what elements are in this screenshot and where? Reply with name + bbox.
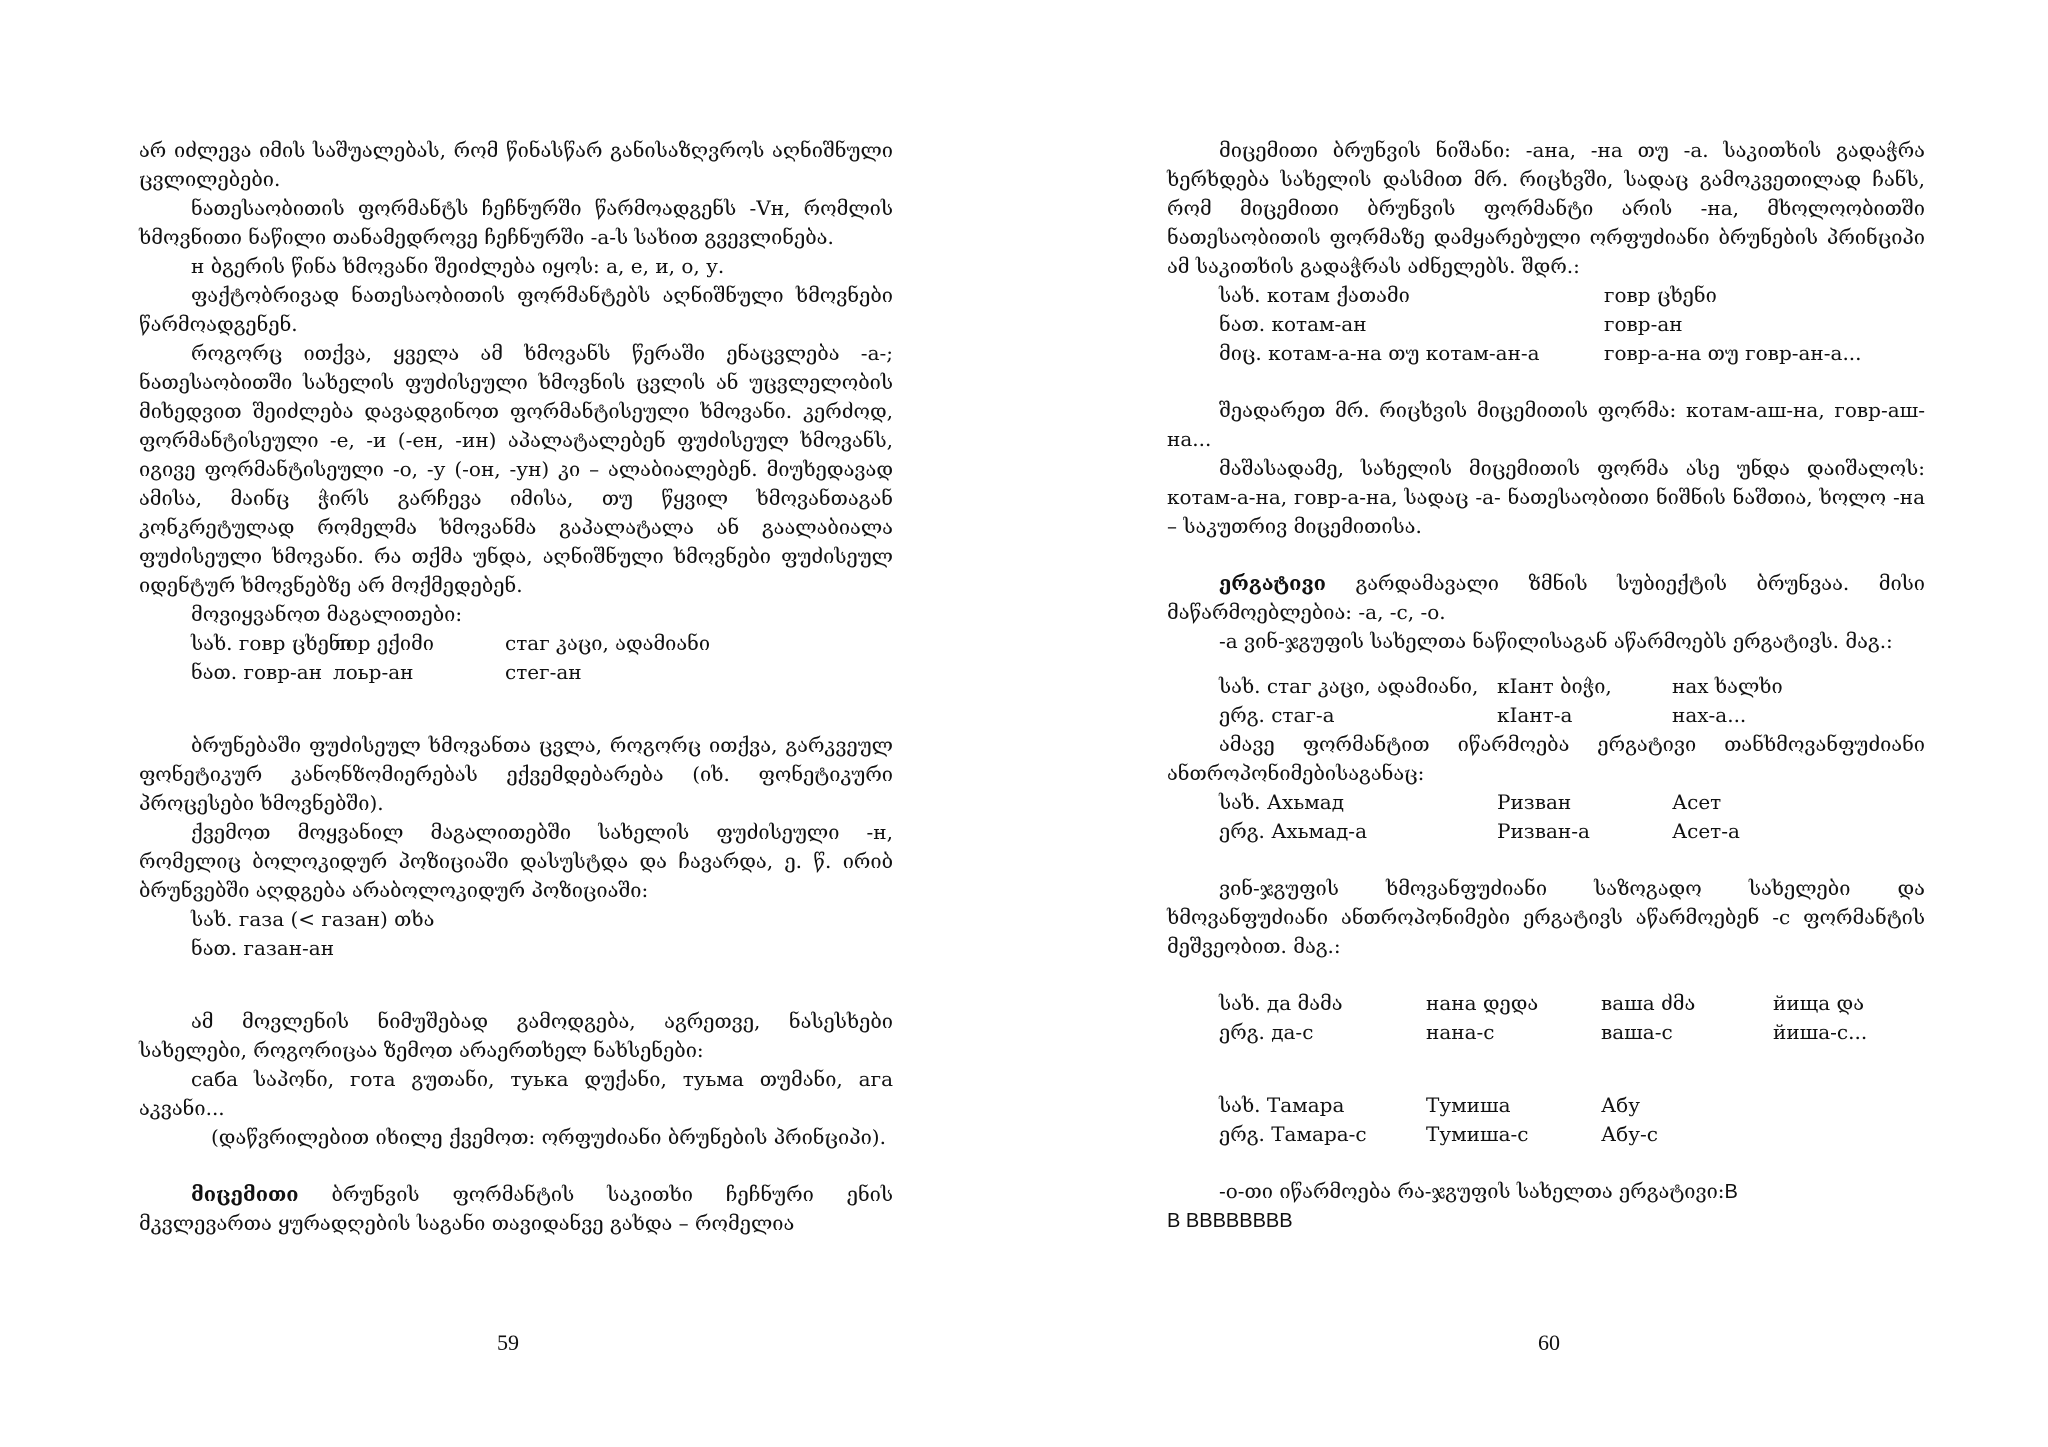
paragraph: ამ მოვლენის ნიმუშებად გამოდგება, აგრეთვე, ნასესხები სახელები, როგორიცაა ზემოთ არაერთხელ ნახსენები: bbox=[139, 1009, 893, 1062]
example-row bbox=[1167, 1091, 1925, 1120]
example-cell: лор ექიმი bbox=[333, 631, 434, 655]
example-cell: სახ. Ахьмад bbox=[1219, 790, 1345, 814]
example-cell: სახ. котам ქათამი bbox=[1219, 283, 1410, 307]
example-cell: кIант ბიჭი, bbox=[1497, 674, 1612, 698]
right-text-column bbox=[1167, 136, 1925, 1236]
example-cell: ერგ. да-с bbox=[1219, 1020, 1314, 1044]
example-cell: სახ. Тамара bbox=[1219, 1093, 1345, 1117]
example-cell: ერგ. стаг-а bbox=[1219, 703, 1335, 727]
example-cell: Тумиша bbox=[1426, 1093, 1511, 1117]
example-cell: стег-ан bbox=[505, 660, 582, 684]
example-cell: Тумиша-с bbox=[1426, 1122, 1529, 1146]
example-cell: говр-а-на თუ говр-ан-а... bbox=[1604, 341, 1862, 365]
paragraph: ბრუნებაში ფუძისეულ ხმოვანთა ცვლა, როგორც ითქვა, გარკვეულ ფონეტიკურ კანონზომიერებას ექვემდებარება (იხ. ფონეტიკური პროცესები ხმოვნებში). bbox=[139, 733, 893, 815]
example-row bbox=[139, 905, 893, 934]
paragraph: ქვემოთ მოყვანილ მაგალითებში სახელის ფუძისეული -н, რომელიც ბოლოკიდურ პოზიციაში დასუსტდა და ჩავარდა, ე. წ. ირიბ ბრუნვებში აღდგება არაბოლოკიდურ პოზიციაში: bbox=[139, 820, 893, 902]
example-cell: лоьр-ан bbox=[333, 660, 414, 684]
example-cell: Ризван-а bbox=[1497, 819, 1590, 843]
example-cell: ერგ. Тамара-с bbox=[1219, 1122, 1367, 1146]
example-cell: სახ. говр ცხენი bbox=[191, 631, 352, 655]
example-row bbox=[1167, 1018, 1925, 1047]
paragraph: ვინ-ჯგუფის ხმოვანფუძიანი საზოგადო სახელები და ხმოვანფუძიანი ანთროპონიმები ერგატივს აწარმოებენ -с ფორმანტის მეშვეობით. მაგ.: bbox=[1167, 876, 1925, 958]
paragraph: ფაქტობრივად ნათესაობითის ფორმანტებს აღნიშნული ხმოვნები წარმოადგენენ. bbox=[139, 283, 893, 336]
example-row bbox=[139, 658, 893, 687]
page-number: 59 bbox=[497, 1330, 519, 1355]
example-cell: нана-с bbox=[1426, 1020, 1495, 1044]
example-row bbox=[1167, 339, 1925, 368]
example-row bbox=[1167, 989, 1925, 1018]
ergative-o-text: -о-თი იწარმოება რა-ჯგუფის სახელთა ერგატივი: bbox=[1219, 1179, 1725, 1203]
paragraph: ამავე ფორმანტით იწარმოება ერგატივი თანხმოვანფუძიანი ანთროპონიმებისაგანაც: bbox=[1167, 732, 1925, 785]
garbled-glyph: В bbox=[1724, 1181, 1738, 1203]
example-cell: стаг კაცი, ადამიანი bbox=[505, 631, 711, 655]
right-page bbox=[1024, 0, 2048, 1447]
page-number: 60 bbox=[1538, 1330, 1560, 1355]
example-cell: ნათ. котам-ан bbox=[1219, 312, 1367, 336]
example-cell: სახ. газа (< газан) თხა bbox=[191, 907, 435, 931]
example-cell: говр-ан bbox=[1604, 312, 1683, 336]
example-cell: მიც. котам-а-на თუ котам-ан-а bbox=[1219, 341, 1540, 365]
example-cell: Абу bbox=[1601, 1093, 1640, 1117]
example-cell: Ризван bbox=[1497, 790, 1572, 814]
example-row bbox=[1167, 817, 1925, 846]
paragraph: არ იძლევა იმის საშუალებას, რომ წინასწარ განისაზღვროს აღნიშნული ცვლილებები. bbox=[139, 138, 893, 191]
example-row bbox=[139, 934, 893, 963]
left-text-column bbox=[139, 136, 893, 1238]
example-cell: кIант-а bbox=[1497, 703, 1573, 727]
paragraph: მოვიყვანოთ მაგალითები: bbox=[191, 602, 463, 626]
example-row bbox=[1167, 1120, 1925, 1149]
example-cell: სახ. да მამა bbox=[1219, 991, 1343, 1015]
example-cell: Асет-а bbox=[1672, 819, 1740, 843]
example-row bbox=[1167, 310, 1925, 339]
example-row bbox=[1167, 788, 1925, 817]
example-cell: Абу-с bbox=[1601, 1122, 1658, 1146]
example-cell: нах ხალხი bbox=[1672, 674, 1783, 698]
example-cell: нах-а... bbox=[1672, 703, 1747, 727]
example-row bbox=[1167, 281, 1925, 310]
example-cell: нана დედა bbox=[1426, 991, 1539, 1015]
paragraph: ნათესაობითის ფორმანტს ჩეჩნურში წარმოადგენს -Vн, რომლის ხმოვნითი ნაწილი თანამედროვე ჩეჩნურში -а-ს სახით გვევლინება. bbox=[139, 196, 893, 249]
example-cell: йиша-с... bbox=[1773, 1020, 1868, 1044]
example-cell: სახ. стаг კაცი, ადამიანი, bbox=[1219, 674, 1479, 698]
paragraph: саба საპონი, гота გუთანი, туька დუქანი, туьма თუმანი, ага აკვანი... bbox=[139, 1067, 893, 1120]
example-cell: Асет bbox=[1672, 790, 1722, 814]
paragraph bbox=[139, 1180, 893, 1238]
example-cell: ნათ. газан-ан bbox=[191, 936, 335, 960]
ergative-text: გარდამავალი ზმნის სუბიექტის ბრუნვაა. მისი მაწარმოებლებია: -а, -с, -о. bbox=[1167, 571, 1925, 624]
paragraph bbox=[1167, 1177, 1925, 1207]
example-row bbox=[139, 629, 893, 658]
example-cell: йища და bbox=[1773, 991, 1865, 1015]
example-cell: ნათ. говр-ан bbox=[191, 660, 323, 684]
paragraph: შეადარეთ მრ. რიცხვის მიცემითის ფორმა: котам-аш-на, говр-аш-на... bbox=[1167, 398, 1925, 451]
dative-heading: მიცემითი bbox=[191, 1182, 299, 1206]
garbled-line: В ВВВВВВВВ bbox=[1167, 1210, 1293, 1232]
paragraph: მიცემითი ბრუნვის ნიშანი: -ана, -на თუ -а. საკითხის გადაჭრა ხერხდება სახელის დასმით მრ. რიცხვში, სადაც გამოკვეთილად ჩანს, რომ მიცემითი ბრუნვის ფორმანტი არის -на, მხოლოობითში ნათესაობითის ფორმაზე დამყარებული ორფუძიანი ბრუნების პრინციპი ამ საკითხის გადაჭრას აძნელებს. შდრ.: bbox=[1167, 138, 1925, 278]
example-cell: ერგ. Ахьмад-а bbox=[1219, 819, 1367, 843]
paragraph: -а ვინ-ჯგუფის სახელთა ნაწილისაგან აწარმოებს ერგატივს. მაგ.: bbox=[1219, 629, 1893, 653]
paragraph bbox=[1167, 569, 1925, 627]
paragraph: როგორც ითქვა, ყველა ამ ხმოვანს წერაში ენაცვლება -а-; ნათესაობითში სახელის ფუძისეული ხმოვნის ცვლის ან უცვლელობის მიხედვით შეიძლება დავადგინოთ ფორმანტისეული ხმოვანი. კერძოდ, ფორმანტისეული -е, -и (-ен, -ин) აპალატალებენ ფუძისეულ ხმოვანს, იგივე ფორმანტისეული -о, -у (-он, -ун) კი – ალაბიალებენ. მიუხედავად ამისა, მაინც ჭირს გარჩევა იმისა, თუ წყვილ ხმოვანთაგან კონკრეტულად რომელმა ხმოვანმა გაპალატალა ან გაალაბიალა ფუძისეული ხმოვანი. რა თქმა უნდა, აღნიშნული ხმოვნები ფუძისეულ იდენტურ ხმოვნებზე არ მოქმედებენ. bbox=[139, 341, 893, 597]
dative-text: ბრუნვის ფორმანტის საკითხი ჩეჩნური ენის მკვლევართა ყურადღების საგანი თავიდანვე გახდა – რომელია bbox=[139, 1182, 893, 1235]
example-row bbox=[1167, 701, 1925, 730]
ergative-heading: ერგატივი bbox=[1219, 571, 1326, 595]
example-row bbox=[1167, 672, 1925, 701]
example-cell: ваша ძმა bbox=[1601, 991, 1696, 1015]
example-cell: ваша-с bbox=[1601, 1020, 1673, 1044]
paragraph: მაშასადამე, სახელის მიცემითის ფორმა ასე უნდა დაიშალოს: котам-а-на, говр-а-на, სადაც -а- ნათესაობითი ნიშნის ნაშთია, ხოლო -на – საკუთრივ მიცემითისა. bbox=[1167, 456, 1925, 538]
paragraph: (დაწვრილებით იხილე ქვემოთ: ორფუძიანი ბრუნების პრინციპი). bbox=[211, 1125, 886, 1149]
paragraph: н ბგერის წინა ხმოვანი შეიძლება იყოს: а, е, и, о, у. bbox=[191, 254, 725, 278]
example-cell: говр ცხენი bbox=[1604, 283, 1717, 307]
